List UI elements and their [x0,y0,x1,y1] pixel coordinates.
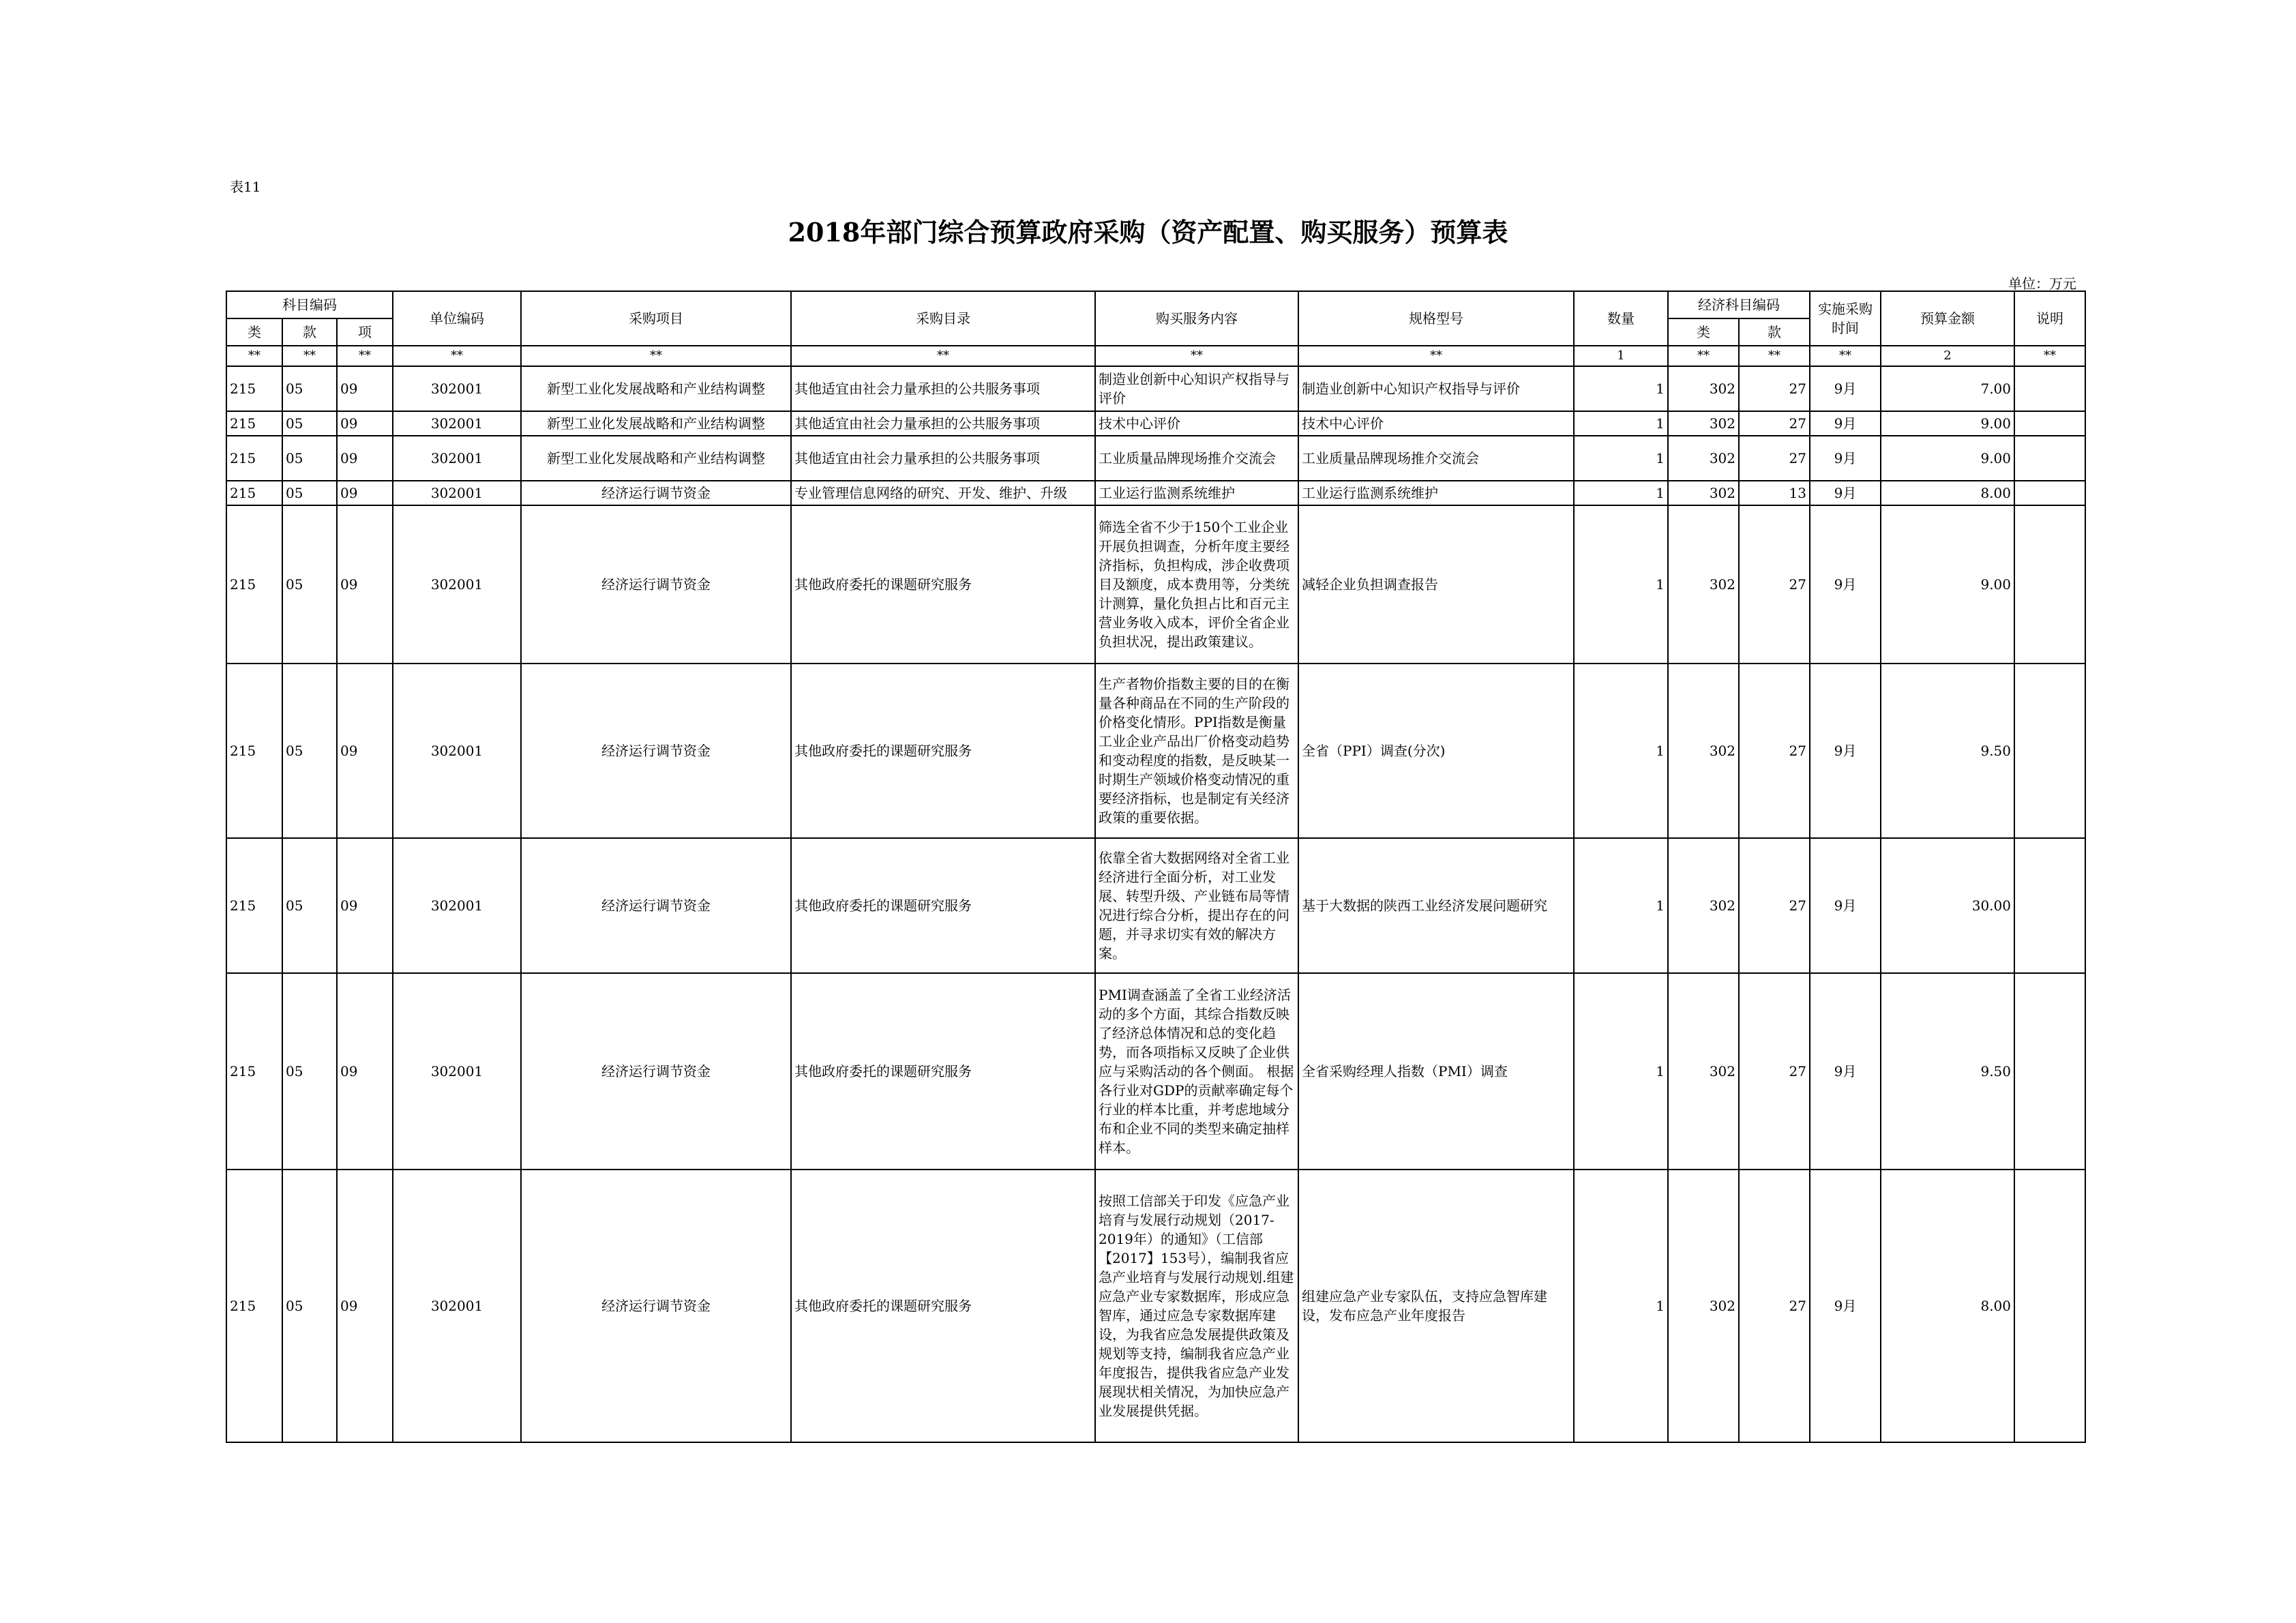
cell-impl-time: 9月 [1810,436,1881,481]
cell-note [2014,664,2085,838]
header-subject-code: 科目编码 [226,291,393,318]
header-unit-code: 单位编码 [393,291,521,346]
cell-econ-lei: 302 [1668,973,1739,1170]
header-procurement-catalog: 采购目录 [791,291,1095,346]
cell-kuan: 05 [282,481,337,505]
cell-unit-code: 302001 [393,411,521,436]
cell-procurement-item: 经济运行调节资金 [521,664,791,838]
cell-budget-amount: 9.50 [1881,664,2014,838]
cell-procurement-item: 经济运行调节资金 [521,1170,791,1442]
cell-kuan: 05 [282,436,337,481]
header-row-1 [226,291,2085,318]
cell-lei: 215 [226,973,282,1170]
cell-procurement-catalog: 其他政府委托的课题研究服务 [791,973,1095,1170]
cell-lei: 215 [226,505,282,664]
cell-quantity: 1 [1574,505,1668,664]
cell-kuan: 05 [282,838,337,973]
cell-kuan: 05 [282,664,337,838]
table-row [226,664,2085,838]
cell-unit-code: 302001 [393,973,521,1170]
cell-service-content: 工业运行监测系统维护 [1095,481,1298,505]
cell-procurement-catalog: 其他适宜由社会力量承担的公共服务事项 [791,411,1095,436]
cell-spec-model: 基于大数据的陕西工业经济发展问题研究 [1298,838,1574,973]
cell-procurement-item: 新型工业化发展战略和产业结构调整 [521,436,791,481]
cell-unit-code: 302001 [393,366,521,411]
cell-econ-lei: 302 [1668,1170,1739,1442]
cell-econ-kuan: 27 [1739,838,1810,973]
cell-spec-model: 全省采购经理人指数（PMI）调查 [1298,973,1574,1170]
cell-econ-lei: 302 [1668,411,1739,436]
cell-note [2014,1170,2085,1442]
marker-cell: ** [282,346,337,366]
marker-cell: ** [1095,346,1298,366]
marker-cell: ** [2014,346,2085,366]
marker-cell: ** [393,346,521,366]
cell-procurement-item: 经济运行调节资金 [521,505,791,664]
cell-impl-time: 9月 [1810,505,1881,664]
cell-quantity: 1 [1574,838,1668,973]
marker-cell: ** [1298,346,1574,366]
table-row [226,1170,2085,1442]
cell-service-content: 工业质量品牌现场推介交流会 [1095,436,1298,481]
cell-econ-kuan: 27 [1739,366,1810,411]
cell-econ-lei: 302 [1668,664,1739,838]
cell-budget-amount: 9.50 [1881,973,2014,1170]
cell-note [2014,973,2085,1170]
marker-cell: ** [791,346,1095,366]
cell-service-content: 依靠全省大数据网络对全省工业经济进行全面分析，对工业发展、转型升级、产业链布局等情况进行综合分析，提出存在的问题，并寻求切实有效的解决方案。 [1095,838,1298,973]
cell-xiang: 09 [337,973,393,1170]
cell-impl-time: 9月 [1810,411,1881,436]
cell-lei: 215 [226,366,282,411]
cell-lei: 215 [226,664,282,838]
cell-spec-model: 工业运行监测系统维护 [1298,481,1574,505]
cell-unit-code: 302001 [393,1170,521,1442]
header-note: 说明 [2014,291,2085,346]
marker-row [226,346,2085,366]
header-econ-code: 经济科目编码 [1668,291,1810,318]
table-row [226,481,2085,505]
header-service-content: 购买服务内容 [1095,291,1298,346]
page-title: 2018年部门综合预算政府采购（资产配置、购买服务）预算表 [788,217,1508,248]
marker-cell: ** [1668,346,1739,366]
cell-impl-time: 9月 [1810,664,1881,838]
table-row [226,366,2085,411]
cell-econ-kuan: 27 [1739,1170,1810,1442]
cell-econ-lei: 302 [1668,505,1739,664]
cell-xiang: 09 [337,366,393,411]
cell-procurement-catalog: 其他政府委托的课题研究服务 [791,838,1095,973]
cell-procurement-catalog: 其他适宜由社会力量承担的公共服务事项 [791,366,1095,411]
cell-quantity: 1 [1574,973,1668,1170]
cell-note [2014,366,2085,411]
cell-econ-kuan: 27 [1739,973,1810,1170]
cell-quantity: 1 [1574,366,1668,411]
header-lei: 类 [226,318,282,346]
cell-procurement-item: 经济运行调节资金 [521,838,791,973]
cell-procurement-item: 新型工业化发展战略和产业结构调整 [521,411,791,436]
marker-cell: ** [521,346,791,366]
cell-unit-code: 302001 [393,505,521,664]
cell-econ-kuan: 27 [1739,664,1810,838]
cell-budget-amount: 8.00 [1881,481,2014,505]
cell-service-content: PMI调查涵盖了全省工业经济活动的多个方面，其综合指数反映了经济总体情况和总的变化趋势，而各项指标又反映了企业供应与采购活动的各个侧面。 根据各行业对GDP的贡献率确定每个行业的样本比重，并考虑地域分布和企业不同的类型来确定抽样样本。 [1095,973,1298,1170]
cell-budget-amount: 30.00 [1881,838,2014,973]
cell-procurement-catalog: 其他政府委托的课题研究服务 [791,664,1095,838]
cell-procurement-item: 经济运行调节资金 [521,973,791,1170]
header-procurement-item: 采购项目 [521,291,791,346]
cell-service-content: 生产者物价指数主要的目的在衡量各种商品在不同的生产阶段的价格变化情形。PPI指数是衡量工业企业产品出厂价格变动趋势和变动程度的指数，是反映某一时期生产领域价格变动情况的重要经济指标，也是制定有关经济政策的重要依据。 [1095,664,1298,838]
header-quantity: 数量 [1574,291,1668,346]
cell-unit-code: 302001 [393,481,521,505]
cell-xiang: 09 [337,664,393,838]
header-xiang: 项 [337,318,393,346]
cell-econ-kuan: 27 [1739,411,1810,436]
cell-procurement-catalog: 其他政府委托的课题研究服务 [791,505,1095,664]
table-row [226,973,2085,1170]
cell-impl-time: 9月 [1810,838,1881,973]
cell-unit-code: 302001 [393,838,521,973]
cell-kuan: 05 [282,505,337,664]
cell-xiang: 09 [337,481,393,505]
cell-econ-kuan: 27 [1739,436,1810,481]
cell-unit-code: 302001 [393,436,521,481]
cell-service-content: 筛选全省不少于150个工业企业开展负担调查，分析年度主要经济指标，负担构成，涉企收费项目及额度，成本费用等，分类统计测算，量化负担占比和百元主营业务收入成本，评价全省企业负担状况，提出政策建议。 [1095,505,1298,664]
marker-cell: ** [337,346,393,366]
cell-econ-kuan: 27 [1739,505,1810,664]
cell-unit-code: 302001 [393,664,521,838]
cell-impl-time: 9月 [1810,973,1881,1170]
cell-xiang: 09 [337,411,393,436]
table-number: 表11 [230,179,261,195]
cell-xiang: 09 [337,1170,393,1442]
cell-service-content: 技术中心评价 [1095,411,1298,436]
table-row [226,436,2085,481]
cell-econ-kuan: 13 [1739,481,1810,505]
cell-service-content: 制造业创新中心知识产权指导与评价 [1095,366,1298,411]
cell-budget-amount: 9.00 [1881,436,2014,481]
cell-quantity: 1 [1574,411,1668,436]
cell-lei: 215 [226,838,282,973]
cell-lei: 215 [226,481,282,505]
cell-spec-model: 技术中心评价 [1298,411,1574,436]
cell-procurement-catalog: 专业管理信息网络的研究、开发、维护、升级 [791,481,1095,505]
cell-note [2014,838,2085,973]
marker-cell: ** [226,346,282,366]
cell-budget-amount: 9.00 [1881,505,2014,664]
cell-econ-lei: 302 [1668,436,1739,481]
header-econ-lei: 类 [1668,318,1739,346]
cell-quantity: 1 [1574,1170,1668,1442]
cell-spec-model: 工业质量品牌现场推介交流会 [1298,436,1574,481]
cell-impl-time: 9月 [1810,366,1881,411]
cell-quantity: 1 [1574,481,1668,505]
header-impl-time: 实施采购时间 [1810,291,1881,346]
header-econ-kuan: 款 [1739,318,1810,346]
cell-spec-model: 制造业创新中心知识产权指导与评价 [1298,366,1574,411]
header-budget-amount: 预算金额 [1881,291,2014,346]
cell-xiang: 09 [337,436,393,481]
cell-kuan: 05 [282,411,337,436]
table-row [226,505,2085,664]
cell-xiang: 09 [337,838,393,973]
cell-spec-model: 组建应急产业专家队伍，支持应急智库建设，发布应急产业年度报告 [1298,1170,1574,1442]
cell-spec-model: 全省（PPI）调查(分次) [1298,664,1574,838]
cell-note [2014,436,2085,481]
cell-spec-model: 减轻企业负担调查报告 [1298,505,1574,664]
budget-table [226,291,2086,1443]
header-kuan: 款 [282,318,337,346]
cell-budget-amount: 8.00 [1881,1170,2014,1442]
marker-cell: 1 [1574,346,1668,366]
cell-lei: 215 [226,411,282,436]
cell-budget-amount: 7.00 [1881,366,2014,411]
cell-budget-amount: 9.00 [1881,411,2014,436]
cell-kuan: 05 [282,366,337,411]
cell-service-content: 按照工信部关于印发《应急产业培育与发展行动规划（2017-2019年）的通知》（工信部【2017】153号），编制我省应急产业培育与发展行动规划.组建应急产业专家数据库，形成应急智库，通过应急专家数据库建设，为我省应急发展提供政策及规划等支持，编制我省应急产业年度报告，提供我省应急产业发展现状相关情况，为加快应急产业发展提供凭据。 [1095,1170,1298,1442]
cell-procurement-item: 经济运行调节资金 [521,481,791,505]
cell-econ-lei: 302 [1668,366,1739,411]
cell-kuan: 05 [282,973,337,1170]
table-row [226,411,2085,436]
cell-procurement-catalog: 其他适宜由社会力量承担的公共服务事项 [791,436,1095,481]
marker-cell: ** [1739,346,1810,366]
table-row [226,838,2085,973]
cell-kuan: 05 [282,1170,337,1442]
cell-note [2014,481,2085,505]
unit-label: 单位：万元 [2008,276,2076,292]
cell-xiang: 09 [337,505,393,664]
cell-note [2014,505,2085,664]
header-spec-model: 规格型号 [1298,291,1574,346]
marker-cell: ** [1810,346,1881,366]
cell-impl-time: 9月 [1810,1170,1881,1442]
cell-econ-lei: 302 [1668,838,1739,973]
cell-lei: 215 [226,436,282,481]
cell-quantity: 1 [1574,664,1668,838]
cell-note [2014,411,2085,436]
cell-impl-time: 9月 [1810,481,1881,505]
cell-quantity: 1 [1574,436,1668,481]
marker-cell: 2 [1881,346,2014,366]
cell-procurement-catalog: 其他政府委托的课题研究服务 [791,1170,1095,1442]
cell-econ-lei: 302 [1668,481,1739,505]
cell-procurement-item: 新型工业化发展战略和产业结构调整 [521,366,791,411]
cell-lei: 215 [226,1170,282,1442]
